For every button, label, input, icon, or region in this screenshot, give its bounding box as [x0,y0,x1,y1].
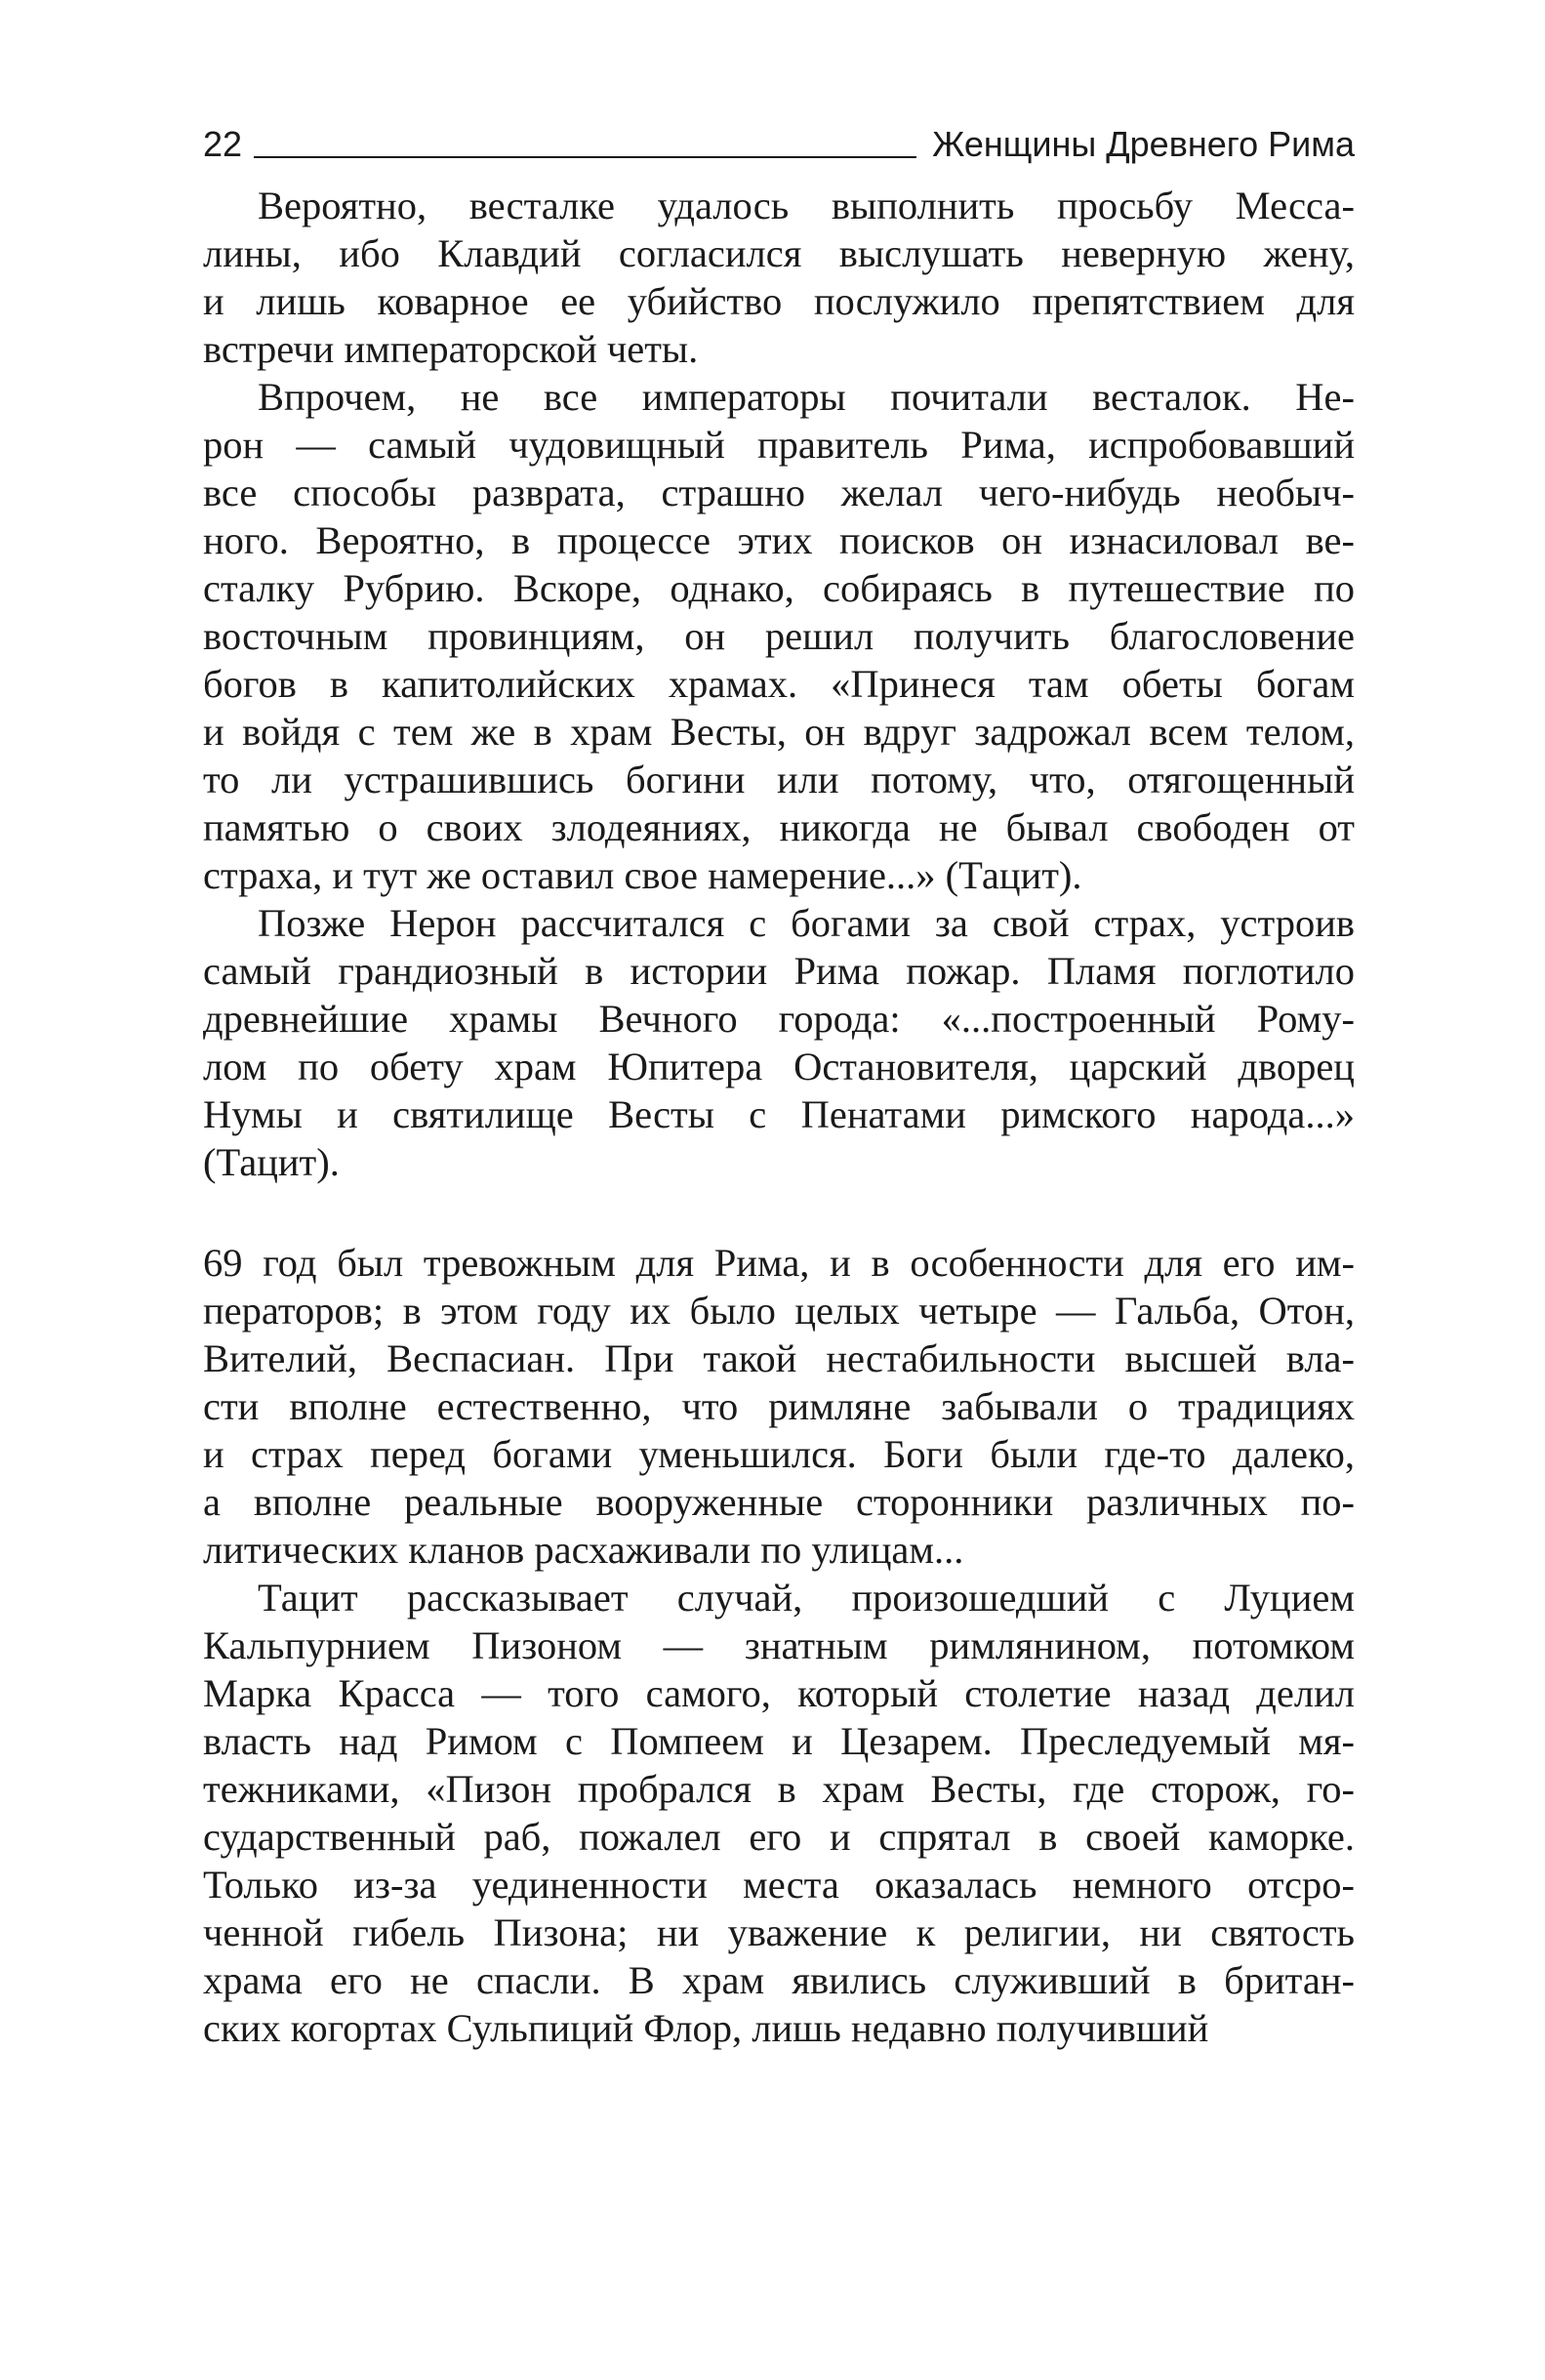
header-rule [254,156,916,158]
text-line: встречи императорской четы. [203,327,699,371]
text-line: страха, и тут же оставил свое намерение...» (Тацит). [203,853,1082,897]
text-line: то ли устрашившись богини или потому, что, отягощенный [203,758,1355,801]
text-line: и лишь коварное ее убийство послужило препятствием для [203,279,1355,323]
text-line: ного. Вероятно, в процессе этих поисков он изнасиловал ве- [203,518,1355,562]
text-line: все способы разврата, страшно желал чего-нибудь необыч- [203,471,1355,514]
text-line: Кальпурнием Пизоном — знатным римлянином, потомком [203,1623,1355,1667]
text-line: лом по обету храм Юпитера Остановителя, царский дворец [203,1045,1355,1088]
text-line: и страх перед богами уменьшился. Боги были где-то далеко, [203,1432,1355,1476]
text-line: Тацит рассказывает случай, произошедший с Луцием [258,1576,1355,1620]
section-break [203,1186,1355,1239]
text-line: власть над Римом с Помпеем и Цезарем. Преследуемый мя- [203,1719,1355,1763]
running-title: Женщины Древнего Рима [932,124,1355,164]
paragraph [203,899,1355,1186]
text-line: восточным провинциям, он решил получить благословение [203,614,1355,658]
text-line: литических кланов расхаживали по улицам... [203,1528,964,1572]
text-line: ченной гибель Пизона; ни уважение к религии, ни святость [203,1910,1355,1954]
text-line: 69 год был тревожным для Рима, и в особенности для его им- [203,1241,1355,1285]
text-line: и войдя с тем же в храм Весты, он вдруг задрожал всем телом, [203,710,1355,754]
text-line: ператоров; в этом году их было целых четыре — Гальба, Отон, [203,1289,1355,1333]
text-line: Позже Нерон рассчитался с богами за свой страх, устроив [258,901,1355,945]
text-line: ских когортах Сульпиций Флор, лишь недавно получивший [203,2006,1209,2050]
paragraph [203,1239,1355,1574]
paragraph [203,182,1355,373]
text-line: Вителий, Веспасиан. При такой нестабильности высшей вла- [203,1336,1355,1380]
text-line: рон — самый чудовищный правитель Рима, испробовавший [203,423,1355,467]
body-text [203,182,1355,2052]
running-head [203,107,1355,162]
text-line: Нумы и святилище Весты с Пенатами римского народа...» [203,1092,1355,1136]
text-line: лины, ибо Клавдий согласился выслушать неверную жену, [203,231,1355,275]
text-line: древнейшие храмы Вечного города: «...построенный Рому- [203,997,1355,1041]
text-line: тежниками, «Пизон пробрался в храм Весты, где сторож, го- [203,1767,1355,1811]
text-line: Вероятно, весталке удалось выполнить просьбу Месса- [258,184,1355,227]
text-line: сти вполне естественно, что римляне забывали о традициях [203,1384,1355,1428]
text-line: а вполне реальные вооруженные сторонники различных по- [203,1480,1355,1524]
text-line: (Тацит). [203,1140,340,1184]
text-line: самый грандиозный в истории Рима пожар. Пламя поглотило [203,949,1355,993]
text-line: Только из-за уединенности места оказалась немного отсро- [203,1863,1355,1907]
text-line: памятью о своих злодеяниях, никогда не бывал свободен от [203,805,1355,849]
text-line: Впрочем, не все императоры почитали весталок. Не- [258,375,1355,419]
paragraph [203,373,1355,899]
text-line: Марка Красса — того самого, который столетие назад делил [203,1671,1355,1715]
page-number: 22 [203,124,243,164]
text-line: храма его не спасли. В храм явились служивший в британ- [203,1958,1355,2002]
text-line: сталку Рубрию. Вскоре, однако, собираясь в путешествие по [203,566,1355,610]
text-line: богов в капитолийских храмах. «Принеся там обеты богам [203,662,1355,706]
paragraph [203,1574,1355,2052]
text-line: сударственный раб, пожалел его и спрятал в своей каморке. [203,1815,1355,1859]
book-page [203,107,1355,2052]
